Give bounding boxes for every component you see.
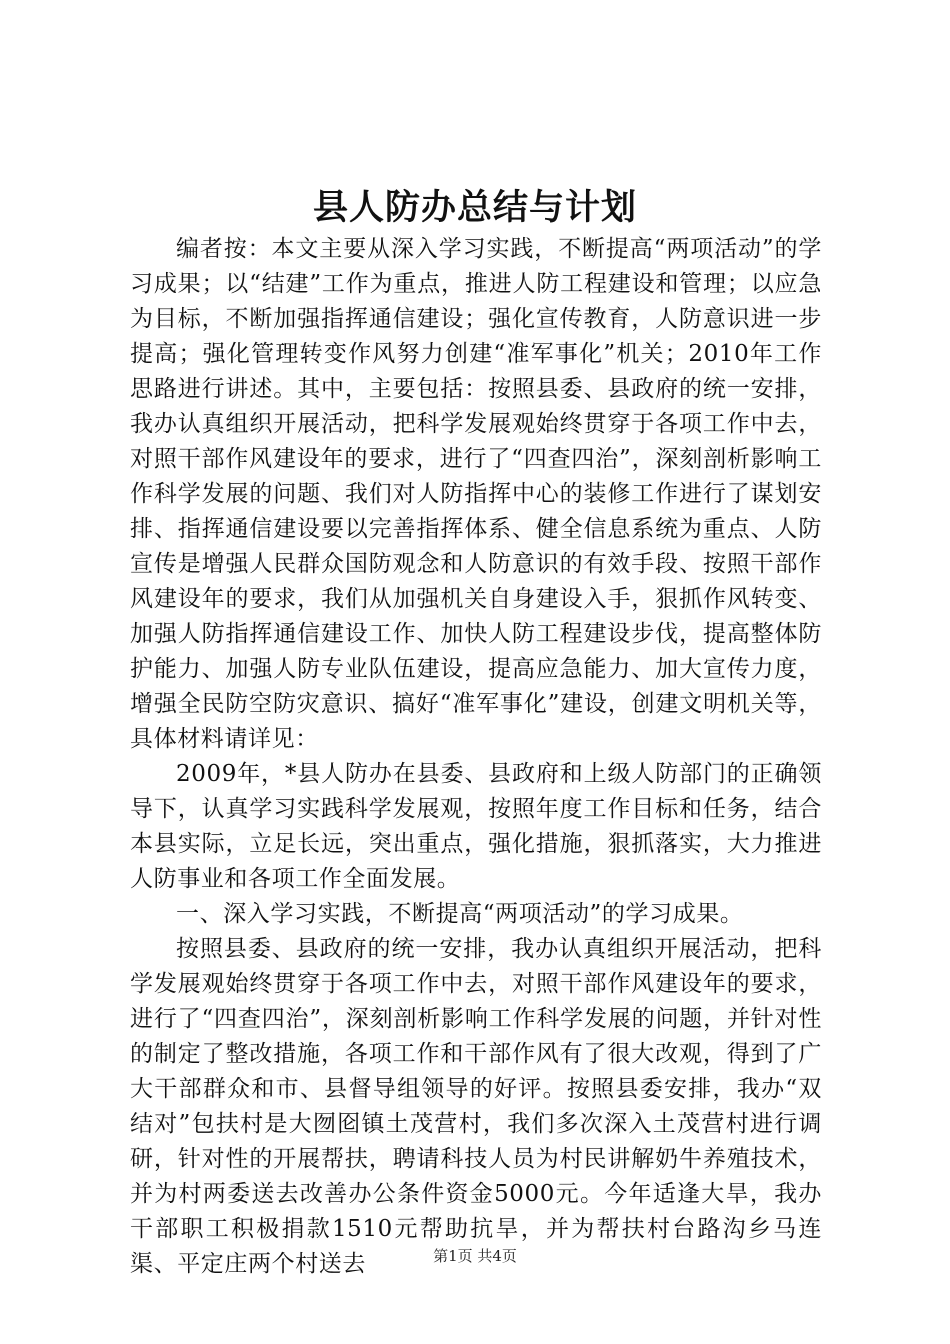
document-body	[130, 232, 822, 1282]
section-body-paragraph: 按照县委、县政府的统一安排，我办认真组织开展活动，把科学发展观始终贯穿于各项工作中去，对照干部作风建设年的要求，进行了“四查四治”，深刻剖析影响工作科学发展的问题，并针对性的制定了整改措施，各项工作和干部作风有了很大改观，得到了广大干部群众和市、县督导组领导的好评。按照县委安排，我办“双结对”包扶村是大囫囵镇土茂营村，我们多次深入土茂营村进行调研，针对性的开展帮扶，聘请科技人员为村民讲解奶牛养殖技术，并为村两委送去改善办公条件资金5000元。今年适逢大旱，我办干部职工积极捐款1510元帮助抗旱，并为帮扶村台路沟乡马连渠、平定庄两个村送去	[130, 936, 822, 1277]
section-heading-paragraph: 一、深入学习实践，不断提高“两项活动”的学习成果。	[176, 901, 744, 927]
intro-paragraph: 2009年，*县人防办在县委、县政府和上级人防部门的正确领导下，认真学习实践科学发展观，按照年度工作目标和任务，结合本县实际，立足长远，突出重点，强化措施，狠抓落实，大力推进人防事业和各项工作全面发展。	[130, 761, 822, 892]
page-number-footer: 第1页 共4页	[433, 1247, 517, 1265]
editor-note-paragraph: 编者按：本文主要从深入学习实践，不断提高“两项活动”的学习成果；以“结建”工作为重点，推进人防工程建设和管理；以应急为目标，不断加强指挥通信建设；强化宣传教育，人防意识进一步提高；强化管理转变作风努力创建“准军事化”机关；2010年工作思路进行讲述。其中，主要包括：按照县委、县政府的统一安排，我办认真组织开展活动，把科学发展观始终贯穿于各项工作中去，对照干部作风建设年的要求，进行了“四查四治”，深刻剖析影响工作科学发展的问题、我们对人防指挥中心的装修工作进行了谋划安排、指挥通信建设要以完善指挥体系、健全信息系统为重点、人防宣传是增强人民群众国防观念和人防意识的有效手段、按照干部作风建设年的要求，我们从加强机关自身建设入手，狠抓作风转变、加强人防指挥通信建设工作、加快人防工程建设步伐，提高整体防护能力、加强人防专业队伍建设，提高应急能力、加大宣传力度，增强全民防空防灾意识、搞好“准军事化”建设，创建文明机关等，具体材料请详见：	[130, 236, 822, 752]
document-title: 县人防办总结与计划	[312, 187, 637, 228]
